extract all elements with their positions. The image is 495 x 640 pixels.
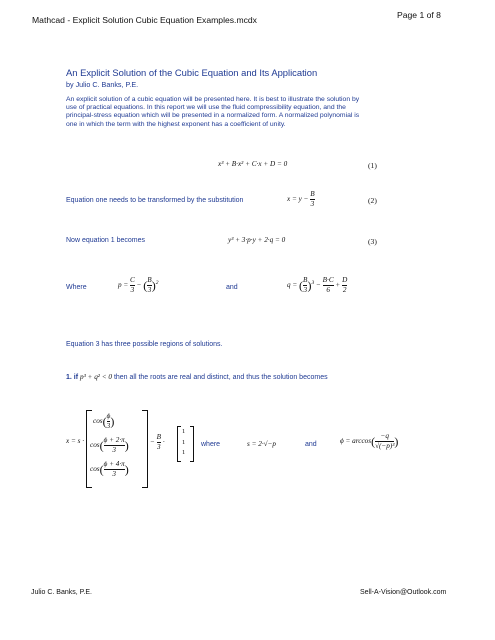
footer-email: Sell-A-Vision@Outlook.com [360, 589, 447, 596]
and-label: and [226, 284, 238, 291]
where-label: Where [66, 284, 87, 291]
left-paren: ( [99, 438, 104, 453]
and-label-2: and [305, 441, 317, 448]
d-over-2-fraction [342, 276, 347, 295]
vector-entry: 1 [182, 438, 186, 446]
equation-3: y³ + 3·p·y + 2·q = 0 [228, 236, 286, 244]
ones-vector-right-bracket [190, 426, 194, 462]
minus-q-over-root-fraction [375, 432, 394, 451]
minus-sign: − [136, 281, 142, 290]
phi-definition [340, 432, 398, 451]
minus-b-over-3 [150, 433, 165, 452]
minus-sign: − [150, 438, 155, 447]
left-paren: ( [371, 434, 376, 449]
where-label-2: where [201, 441, 221, 448]
fraction-denominator: 2 [342, 286, 347, 294]
fraction-denominator: 3 [303, 286, 308, 294]
solution-lhs: x = s · [66, 437, 85, 445]
right-paren: ) [124, 462, 129, 477]
q-definition [287, 276, 347, 295]
q-lhs: q = [287, 281, 298, 290]
intro-line: principal-stress equation which will be presented in a normalized form. A normalized polynomial is [66, 112, 360, 120]
matrix-right-bracket [142, 410, 148, 488]
fraction-denominator: 6 [323, 285, 334, 295]
fraction-denominator: 3 [130, 286, 135, 294]
b-over-3-fraction [157, 433, 161, 452]
substitution-label: Equation one needs to be transformed by the substitution [66, 197, 244, 204]
fraction-numerator: B [156, 433, 162, 441]
phi-plus-2pi-over-3-fraction [104, 436, 125, 455]
equation-1: x³ + B·x² + C·x + D = 0 [218, 160, 288, 168]
p-definition [118, 276, 158, 295]
vector-entry: 1 [182, 449, 186, 456]
left-paren: ( [143, 278, 148, 293]
p-lhs: p = [118, 281, 129, 290]
intro-line: An explicit solution of a cubic equation will be presented here. It is best to illustrate the solution by [66, 96, 360, 103]
byline: by Julio C. Banks, P.E. [66, 80, 139, 89]
right-paren: ) [394, 434, 399, 449]
matrix-row-3 [90, 460, 129, 479]
fraction-numerator: B [147, 276, 152, 284]
fraction-denominator: √(−p)³ [375, 442, 395, 450]
equation-1-number: (1) [368, 161, 377, 170]
right-paren: ) [151, 278, 156, 293]
fraction-denominator: 3 [310, 200, 315, 208]
vector-entry: 1 [182, 428, 186, 435]
case-1-prefix: 1. if [66, 374, 79, 381]
fraction-numerator: B·C [322, 276, 334, 284]
intro-line: use of practical equations. In this report we will use the fluid compressibility equation, and the [66, 104, 346, 112]
equation-2-lhs: x = y − [287, 195, 309, 204]
exponent: 2 [155, 279, 159, 286]
equation-2 [287, 190, 315, 209]
phi-plus-4pi-over-3-fraction [104, 460, 125, 479]
exponent: 3 [311, 279, 315, 286]
equation-3-number: (3) [368, 237, 377, 246]
intro-line: one in which the term with the highest exponent has a coefficient of unity. [66, 120, 286, 128]
fraction-denominator: 3 [157, 443, 161, 451]
fraction-numerator: B [310, 190, 315, 198]
fraction-denominator: 3 [106, 422, 111, 430]
left-paren: ( [99, 462, 104, 477]
equation-2-number: (2) [368, 196, 377, 205]
multiply-sign: · [162, 438, 165, 447]
section-title: An Explicit Solution of the Cubic Equation and Its Application [66, 67, 318, 78]
fraction-numerator: D [342, 276, 348, 284]
left-paren: ( [102, 414, 107, 429]
transformed-label: Now equation 1 becomes [66, 237, 145, 244]
bc-over-6-fraction [323, 276, 334, 295]
right-paren: ) [110, 414, 115, 429]
phi-lhs: ϕ = arccos [340, 437, 372, 446]
right-paren: ) [307, 278, 312, 293]
right-paren: ) [124, 438, 129, 453]
page-number: Page 1 of 8 [397, 10, 441, 20]
matrix-row-1 [93, 412, 114, 431]
c-over-3-fraction [130, 276, 135, 295]
case-1-statement [66, 373, 328, 381]
cos-function: cos [90, 465, 100, 474]
fraction-denominator: 3 [104, 445, 125, 455]
cos-function: cos [90, 441, 100, 450]
fraction-numerator: C [130, 276, 135, 284]
fraction-denominator: 3 [147, 286, 152, 294]
s-definition: s = 2·√−p [247, 440, 277, 448]
case-1-condition: p³ + q² < 0 [80, 373, 112, 381]
plus-sign: + [335, 281, 341, 290]
left-paren: ( [299, 278, 304, 293]
regions-statement: Equation 3 has three possible regions of solutions. [66, 341, 223, 348]
ones-vector-left-bracket [177, 426, 181, 462]
case-1-suffix: then all the roots are real and distinct, and thus the solution becomes [113, 374, 328, 381]
fraction-numerator: B [303, 276, 308, 284]
fraction-denominator: 3 [104, 469, 125, 479]
intro-paragraph [66, 96, 428, 129]
matrix-row-2 [90, 436, 129, 455]
fraction-numerator: ϕ + 2·π [103, 436, 125, 444]
b-over-3-fraction [310, 190, 314, 209]
ones-vector [182, 427, 185, 459]
document-title: Mathcad - Explicit Solution Cubic Equation Examples.mcdx [32, 15, 257, 25]
fraction-numerator: −q [380, 432, 389, 440]
fraction-numerator: ϕ [106, 412, 111, 420]
footer-author: Julio C. Banks, P.E. [31, 589, 92, 596]
fraction-numerator: ϕ + 4·π [103, 460, 125, 468]
cos-function: cos [93, 417, 103, 426]
minus-sign: − [315, 281, 321, 290]
